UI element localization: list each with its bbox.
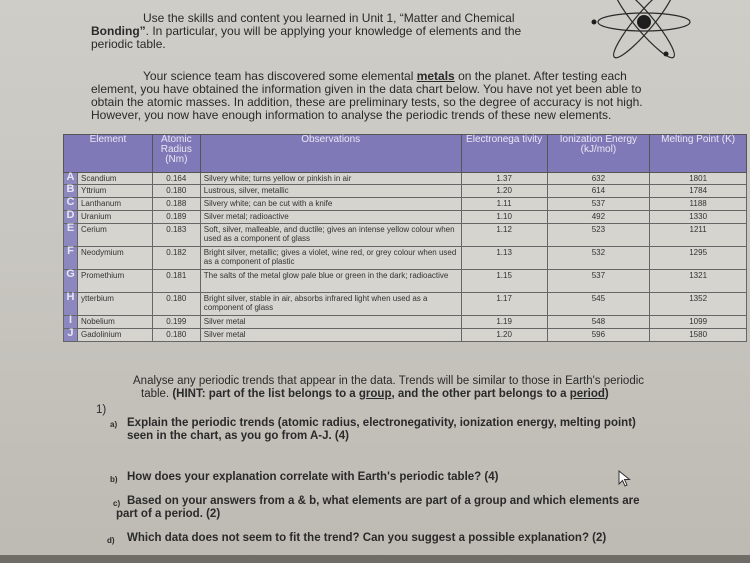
question-number: 1) xyxy=(96,404,107,416)
observations-text: Silver metal xyxy=(200,316,461,329)
electronegativity-value: 1.13 xyxy=(461,247,547,270)
table-row xyxy=(64,293,747,316)
element-letter: A xyxy=(64,173,78,185)
table-row xyxy=(64,224,747,247)
header-observations: Observations xyxy=(200,135,461,173)
analysis-instruction-line-2: table. (HINT: part of the list belongs to a group, and the other part belongs to a period) xyxy=(141,388,609,400)
melting-point-value: 1784 xyxy=(650,185,747,198)
electronegativity-value: 1.15 xyxy=(461,270,547,293)
melting-point-value: 1099 xyxy=(650,316,747,329)
scenario-line-1: Your science team has discovered some elemental metals on the planet. After testing each xyxy=(143,69,627,83)
observations-text: Lustrous, silver, metallic xyxy=(200,185,461,198)
element-letter: J xyxy=(64,329,78,342)
observations-text: Silvery white; can be cut with a knife xyxy=(200,198,461,211)
question-c-label: c) xyxy=(113,499,121,508)
atomic-radius-value: 0.180 xyxy=(152,293,200,316)
melting-point-value: 1211 xyxy=(650,224,747,247)
electronegativity-value: 1.17 xyxy=(461,293,547,316)
element-letter: H xyxy=(64,293,78,316)
header-melting-point: Melting Point (K) xyxy=(650,135,747,173)
ionization-energy-value: 537 xyxy=(547,198,650,211)
header-atomic-radius: Atomic Radius (Nm) xyxy=(152,135,200,173)
atomic-radius-value: 0.164 xyxy=(152,173,200,185)
scenario-line-4: However, you now have enough information to analyse the periodic trends of these new elements. xyxy=(91,108,612,122)
element-letter: E xyxy=(64,224,78,247)
atomic-radius-value: 0.182 xyxy=(152,247,200,270)
ionization-energy-value: 492 xyxy=(547,211,650,224)
melting-point-value: 1295 xyxy=(650,247,747,270)
electronegativity-value: 1.37 xyxy=(461,173,547,185)
electronegativity-value: 1.20 xyxy=(461,329,547,342)
ionization-energy-value: 545 xyxy=(547,293,650,316)
observations-text: Silver metal xyxy=(200,329,461,342)
melting-point-value: 1801 xyxy=(650,173,747,185)
observations-text: Bright silver, metallic; gives a violet, wine red, or grey colour when used as a component of plastic xyxy=(200,247,461,270)
header-electronegativity: Electronega tivity xyxy=(461,135,547,173)
element-name: Lanthanum xyxy=(77,198,152,211)
element-name: Uranium xyxy=(77,211,152,224)
question-b-text: How does your explanation correlate with Earth's periodic table? (4) xyxy=(127,471,499,483)
observations-text: Silver metal; radioactive xyxy=(200,211,461,224)
ionization-energy-value: 596 xyxy=(547,329,650,342)
melting-point-value: 1188 xyxy=(650,198,747,211)
atom-icon xyxy=(582,0,702,66)
bottom-shadow xyxy=(0,555,750,563)
intro-line-1: Use the skills and content you learned in Unit 1, “Matter and Chemical xyxy=(143,11,515,25)
table-header-row xyxy=(64,135,747,173)
ionization-energy-value: 548 xyxy=(547,316,650,329)
melting-point-value: 1352 xyxy=(650,293,747,316)
intro-line-3: periodic table. xyxy=(91,37,166,51)
element-name: Neodymium xyxy=(77,247,152,270)
table-row xyxy=(64,316,747,329)
table-row xyxy=(64,185,747,198)
atomic-radius-value: 0.189 xyxy=(152,211,200,224)
element-name: Scandium xyxy=(77,173,152,185)
element-name: Nobelium xyxy=(77,316,152,329)
scenario-line-2: element, you have obtained the information given in the data chart below. You have not yet been able to xyxy=(91,82,642,96)
intro-line-2: Bonding”. In particular, you will be applying your knowledge of elements and the xyxy=(91,24,522,38)
ionization-energy-value: 537 xyxy=(547,270,650,293)
table-row xyxy=(64,247,747,270)
question-a-label: a) xyxy=(110,420,118,429)
element-name: Cerium xyxy=(77,224,152,247)
electronegativity-value: 1.10 xyxy=(461,211,547,224)
ionization-energy-value: 523 xyxy=(547,224,650,247)
melting-point-value: 1321 xyxy=(650,270,747,293)
element-letter: B xyxy=(64,185,78,198)
melting-point-value: 1330 xyxy=(650,211,747,224)
element-letter: F xyxy=(64,247,78,270)
melting-point-value: 1580 xyxy=(650,329,747,342)
question-b-label: b) xyxy=(110,475,118,484)
atomic-radius-value: 0.180 xyxy=(152,329,200,342)
table-row xyxy=(64,173,747,185)
atomic-radius-value: 0.199 xyxy=(152,316,200,329)
ionization-energy-value: 614 xyxy=(547,185,650,198)
question-d-text: Which data does not seem to fit the trend? Can you suggest a possible explanation? (2) xyxy=(127,532,607,544)
question-a-line-2: seen in the chart, as you go from A-J. (4) xyxy=(127,430,349,442)
analysis-instruction-line-1: Analyse any periodic trends that appear in the data. Trends will be similar to those in Earth's periodic xyxy=(133,375,645,387)
scenario-line-3: obtain the atomic masses. In addition, these are preliminary tests, so the degree of accuracy is not high. xyxy=(91,95,643,109)
table-row xyxy=(64,198,747,211)
element-name: Yttrium xyxy=(77,185,152,198)
table-row xyxy=(64,270,747,293)
ionization-energy-value: 632 xyxy=(547,173,650,185)
atomic-radius-value: 0.183 xyxy=(152,224,200,247)
question-c-line-1: Based on your answers from a & b, what elements are part of a group and which elements are xyxy=(127,495,640,507)
question-a-line-1: Explain the periodic trends (atomic radius, electronegativity, ionization energy, melting point) xyxy=(127,417,636,429)
ionization-energy-value: 532 xyxy=(547,247,650,270)
element-letter: D xyxy=(64,211,78,224)
atomic-radius-value: 0.181 xyxy=(152,270,200,293)
element-name: Promethium xyxy=(77,270,152,293)
observations-text: Bright silver, stable in air, absorbs infrared light when used as a component of glass xyxy=(200,293,461,316)
question-c-line-2: part of a period. (2) xyxy=(116,508,221,520)
observations-text: Soft, silver, malleable, and ductile; gives an intense yellow colour when used as a component of glass xyxy=(200,224,461,247)
header-ionization-energy: Ionization Energy (kJ/mol) xyxy=(547,135,650,173)
header-element: Element xyxy=(64,135,153,173)
element-letter: C xyxy=(64,198,78,211)
element-name: Gadolinium xyxy=(77,329,152,342)
element-letter: G xyxy=(64,270,78,293)
mouse-pointer-icon xyxy=(618,470,632,488)
atomic-radius-value: 0.180 xyxy=(152,185,200,198)
electronegativity-value: 1.20 xyxy=(461,185,547,198)
question-d-label: d) xyxy=(107,536,115,545)
electronegativity-value: 1.19 xyxy=(461,316,547,329)
atomic-radius-value: 0.188 xyxy=(152,198,200,211)
element-letter: I xyxy=(64,316,78,329)
element-data-table xyxy=(63,134,747,342)
observations-text: Silvery white; turns yellow or pinkish in air xyxy=(200,173,461,185)
table-row xyxy=(64,329,747,342)
element-name: ytterbium xyxy=(77,293,152,316)
electronegativity-value: 1.12 xyxy=(461,224,547,247)
table-row xyxy=(64,211,747,224)
electronegativity-value: 1.11 xyxy=(461,198,547,211)
observations-text: The salts of the metal glow pale blue or green in the dark; radioactive xyxy=(200,270,461,293)
